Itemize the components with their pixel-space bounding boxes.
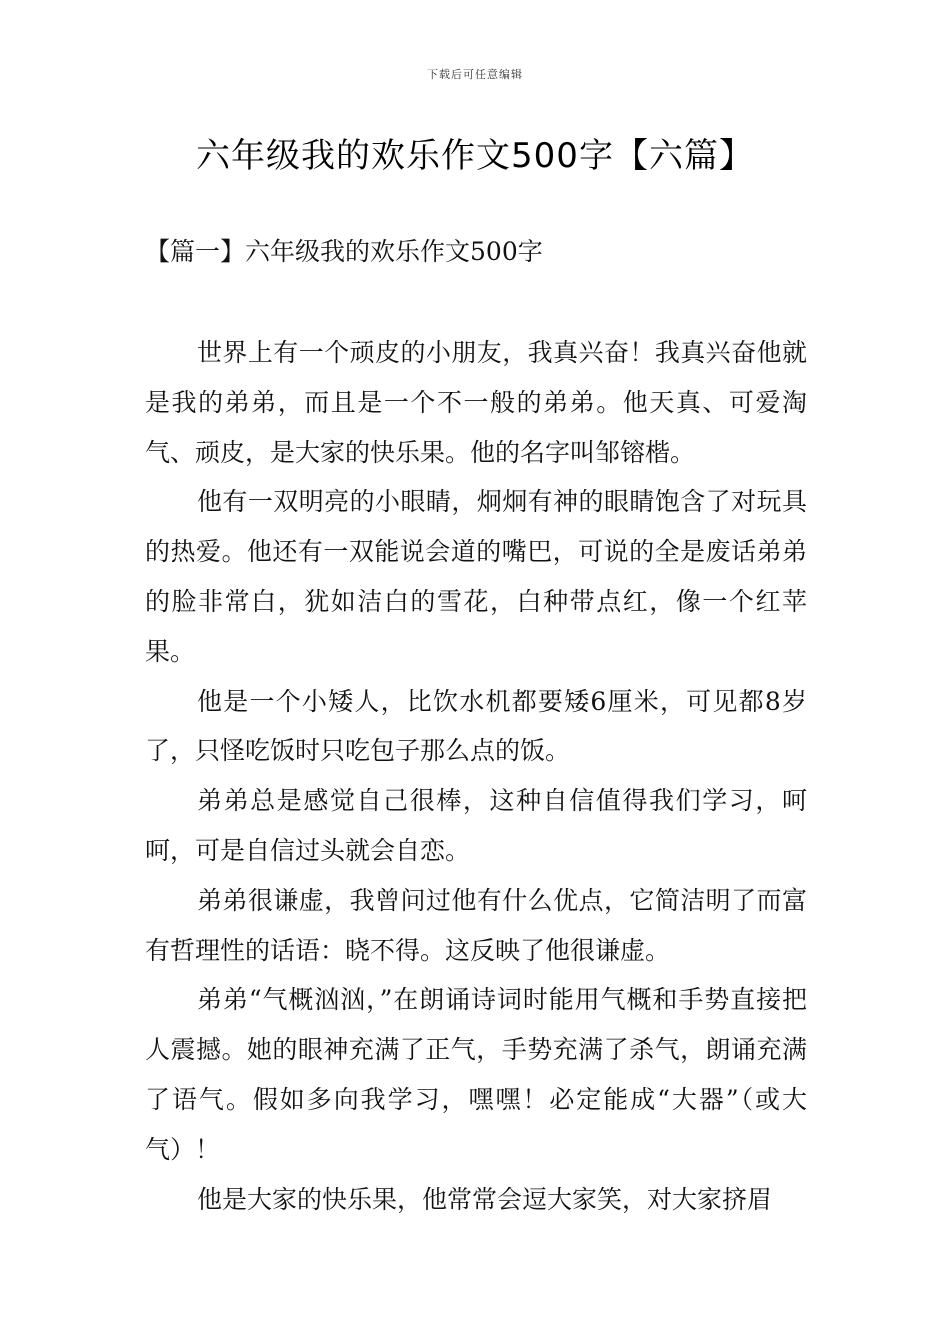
header-note: 下载后可任意编辑 [427,68,523,81]
paragraph-4: 弟弟总是感觉自己很棒，这种自信值得我们学习，呵呵，可是自信过头就会自恋。 [145,786,807,865]
paragraph-7: 他是大家的快乐果，他常常会逗大家笑，对大家挤眉 [197,1184,773,1214]
paragraph-2: 他有一双明亮的小眼睛，炯炯有神的眼睛饱含了对玩具的热爱。他还有一双能说会道的嘴巴，可说的全是废话弟弟的脸非常白，犹如洁白的雪花，白种带点红，像一个红苹果。 [145,487,807,666]
paragraph-5: 弟弟很谦虚，我曾问过他有什么优点，它简洁明了而富有哲理性的话语：晓不得。这反映了他很谦虚。 [145,885,807,965]
paragraph-6: 弟弟“气概汹汹，”在朗诵诗词时能用气概和手势直接把人震撼。她的眼神充满了正气，手势充满了杀气，朗诵充满了语气。假如多向我学习，嘿嘿！必定能成“大器”（或大气）！ [145,985,807,1164]
section-heading: 【篇一】六年级我的欢乐作文500字 [145,237,543,266]
document-title: 六年级我的欢乐作文500字【六篇】 [196,136,754,176]
body-text [145,328,807,1224]
paragraph-1: 世界上有一个顽皮的小朋友，我真兴奋！我真兴奋他就是我的弟弟，而且是一个不一般的弟弟。他天真、可爱淘气、顽皮，是大家的快乐果。他的名字叫邹镕楷。 [145,338,807,467]
paragraph-3: 他是一个小矮人，比饮水机都要矮6厘米，可见都8岁了，只怪吃饭时只吃包子那么点的饭。 [145,686,807,766]
